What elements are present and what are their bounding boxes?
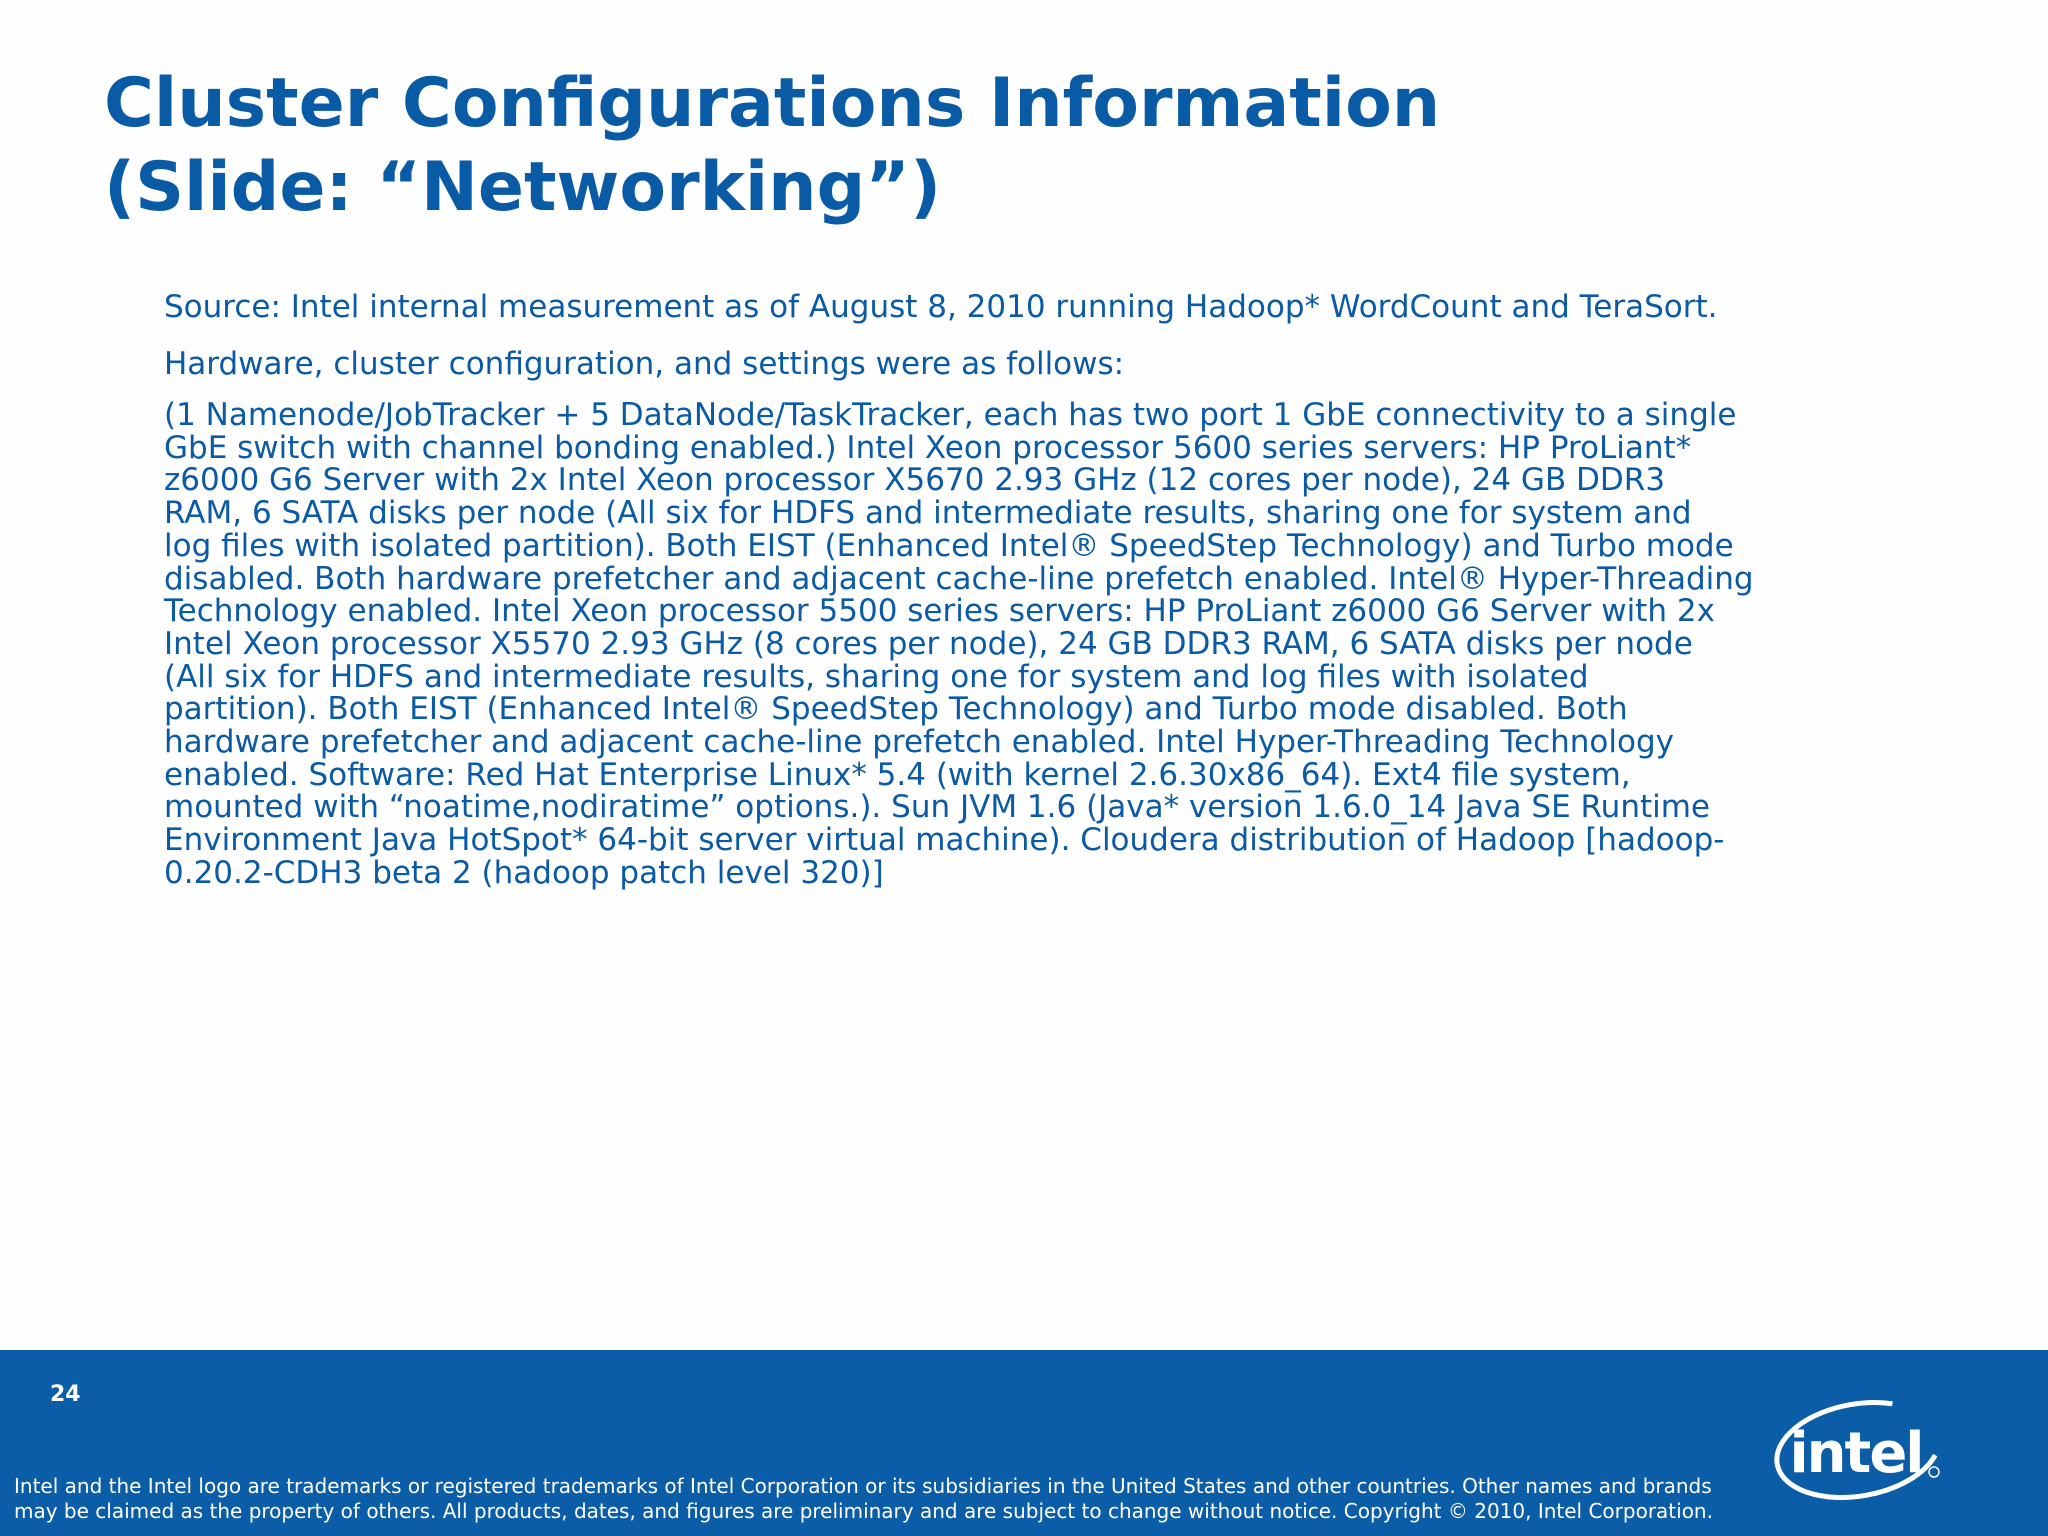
disclaimer-line: may be claimed as the property of others. All products, dates, and figures are preliminary and are subject to change without notice. Copyright © 2010, Intel Corporation. — [14, 1499, 1713, 1523]
page-number: 24 — [50, 1382, 81, 1407]
title-line-2: (Slide: “Networking”) — [104, 148, 942, 227]
hardware-intro: Hardware, cluster configuration, and settings were as follows: — [164, 346, 1125, 382]
detail-line: RAM, 6 SATA disks per node (All six for HDFS and intermediate results, sharing one for system and — [164, 495, 1692, 532]
detail-line: mounted with “noatime,nodiratime” options.). Sun JVM 1.6 (Java* version 1.6.0_14 Java SE Runtime — [164, 789, 1711, 826]
title-line-1: Cluster Configurations Information — [104, 64, 1441, 143]
detail-line: 0.20.2-CDH3 beta 2 (hadoop patch level 320)] — [164, 854, 884, 891]
detail-line: (All six for HDFS and intermediate results, sharing one for system and log files with isolated — [164, 658, 1589, 695]
detail-line: disabled. Both hardware prefetcher and adjacent cache-line prefetch enabled. Intel® Hyper-Threading — [164, 560, 1754, 597]
intel-logo — [1766, 1392, 1946, 1512]
detail-line: log files with isolated partition). Both EIST (Enhanced Intel® SpeedStep Technology) and Turbo mode — [164, 527, 1734, 564]
detail-line: enabled. Software: Red Hat Enterprise Linux* 5.4 (with kernel 2.6.30x86_64). Ext4 file system, — [164, 756, 1631, 793]
detail-line: GbE switch with channel bonding enabled.) Intel Xeon processor 5600 series servers: HP ProLiant* — [164, 429, 1692, 466]
intel-logo-registered-mark — [1929, 1467, 1939, 1477]
slide-body — [164, 285, 1964, 890]
footer-bar — [0, 1350, 2048, 1536]
detail-line: hardware prefetcher and adjacent cache-line prefetch enabled. Intel Hyper-Threading Technology — [164, 724, 1674, 761]
configuration-details — [164, 399, 1964, 890]
detail-line: Environment Java HotSpot* 64-bit server virtual machine). Cloudera distribution of Hadoop [hadoop- — [164, 822, 1725, 859]
trademark-disclaimer — [14, 1474, 1774, 1524]
detail-line: Intel Xeon processor X5570 2.93 GHz (8 cores per node), 24 GB DDR3 RAM, 6 SATA disks per node — [164, 625, 1693, 662]
detail-line: (1 Namenode/JobTracker + 5 DataNode/TaskTracker, each has two port 1 GbE connectivity to a single — [164, 397, 1737, 433]
disclaimer-line: Intel and the Intel logo are trademarks or registered trademarks of Intel Corporation or its subsidiaries in the United States and other countries. Other names and brands — [14, 1474, 1712, 1498]
detail-line: Technology enabled. Intel Xeon processor 5500 series servers: HP ProLiant z6000 G6 Server with 2x — [164, 593, 1715, 630]
source-statement: Source: Intel internal measurement as of August 8, 2010 running Hadoop* WordCount and TeraSort. — [164, 289, 1718, 325]
detail-line: z6000 G6 Server with 2x Intel Xeon processor X5670 2.93 GHz (12 cores per node), 24 GB DDR3 — [164, 462, 1666, 499]
intel-logo-wordmark: intel — [1789, 1421, 1923, 1486]
detail-line: partition). Both EIST (Enhanced Intel® SpeedStep Technology) and Turbo mode disabled. Both — [164, 691, 1628, 728]
slide-title — [104, 62, 1904, 230]
